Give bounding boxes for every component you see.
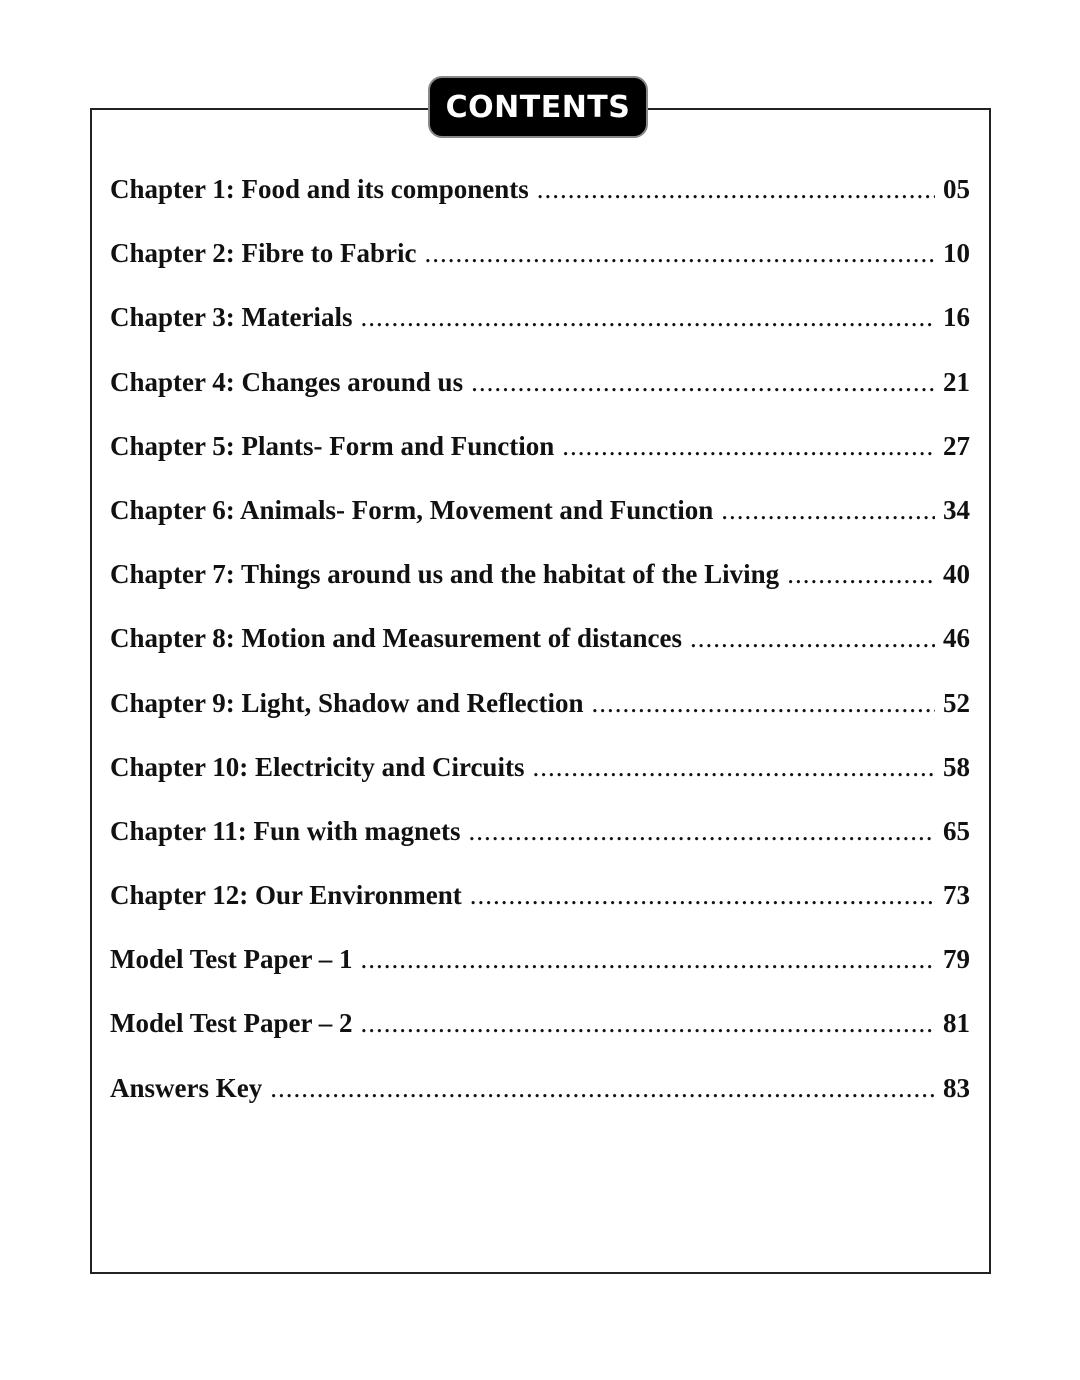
toc-entry (110, 431, 970, 495)
toc-entry-label: Model Test Paper – 1 (110, 944, 353, 975)
toc-entry-page: 21 (943, 366, 970, 397)
dot-leader (270, 1073, 935, 1104)
toc-entry (110, 816, 970, 880)
toc-entry-page: 65 (943, 815, 970, 846)
dot-leader (471, 367, 935, 398)
toc-entry-page: 58 (943, 751, 970, 782)
toc-entry-label: Chapter 9: Light, Shadow and Reflection (110, 687, 584, 718)
toc-entry (110, 623, 970, 687)
dot-leader (424, 238, 935, 269)
toc-entry-label: Chapter 12: Our Environment (110, 880, 462, 911)
toc-entry-label: Chapter 10: Electricity and Circuits (110, 751, 525, 782)
dot-leader (787, 559, 935, 590)
toc-entry (110, 559, 970, 623)
toc-entry-label: Answers Key (110, 1072, 263, 1103)
dot-leader (592, 688, 935, 719)
dot-leader (721, 495, 935, 526)
toc-entry (110, 174, 970, 238)
toc-entry-label: Chapter 8: Motion and Measurement of distances (110, 623, 682, 654)
contents-title: CONTENTS (428, 76, 648, 138)
toc-entry-page: 40 (943, 559, 970, 590)
dot-leader (562, 431, 935, 462)
toc-entry-label: Chapter 3: Materials (110, 302, 353, 333)
toc-entry-page: 79 (943, 944, 970, 975)
toc-entry-page: 52 (943, 687, 970, 718)
dot-leader (361, 1008, 936, 1039)
toc-entry (110, 752, 970, 816)
toc-entry-page: 83 (943, 1072, 970, 1103)
toc-entry-page: 81 (943, 1008, 970, 1039)
dot-leader (532, 752, 935, 783)
toc-entry (110, 1008, 970, 1072)
dot-leader (537, 174, 935, 205)
toc-entry-label: Chapter 6: Animals- Form, Movement and Function (110, 494, 714, 525)
toc-entry (110, 302, 970, 366)
toc-entry-page: 16 (943, 302, 970, 333)
toc-entry-page: 05 (943, 174, 970, 204)
dot-leader (470, 880, 935, 911)
toc-entry-page: 46 (943, 623, 970, 654)
toc-entry-label: Chapter 11: Fun with magnets (110, 815, 461, 846)
dot-leader (469, 816, 935, 847)
toc-entry-label: Chapter 2: Fibre to Fabric (110, 238, 417, 269)
toc-entry-label: Chapter 5: Plants- Form and Function (110, 430, 555, 461)
toc-entry-page: 73 (943, 880, 970, 911)
toc-entry-page: 27 (943, 430, 970, 461)
contents-list (110, 174, 970, 1137)
toc-entry (110, 880, 970, 944)
dot-leader (690, 623, 935, 654)
toc-entry (110, 495, 970, 559)
toc-entry-page: 10 (943, 238, 970, 269)
dot-leader (360, 302, 935, 333)
toc-entry-label: Chapter 1: Food and its components (110, 174, 529, 204)
toc-entry-label: Chapter 7: Things around us and the habitat of the Living (110, 559, 780, 590)
toc-entry-page: 34 (943, 494, 970, 525)
toc-entry (110, 688, 970, 752)
dot-leader (361, 944, 936, 975)
toc-entry (110, 238, 970, 302)
toc-entry-label: Chapter 4: Changes around us (110, 366, 464, 397)
toc-entry (110, 1073, 970, 1137)
toc-entry-label: Model Test Paper – 2 (110, 1008, 353, 1039)
toc-entry (110, 367, 970, 431)
toc-entry (110, 944, 970, 1008)
